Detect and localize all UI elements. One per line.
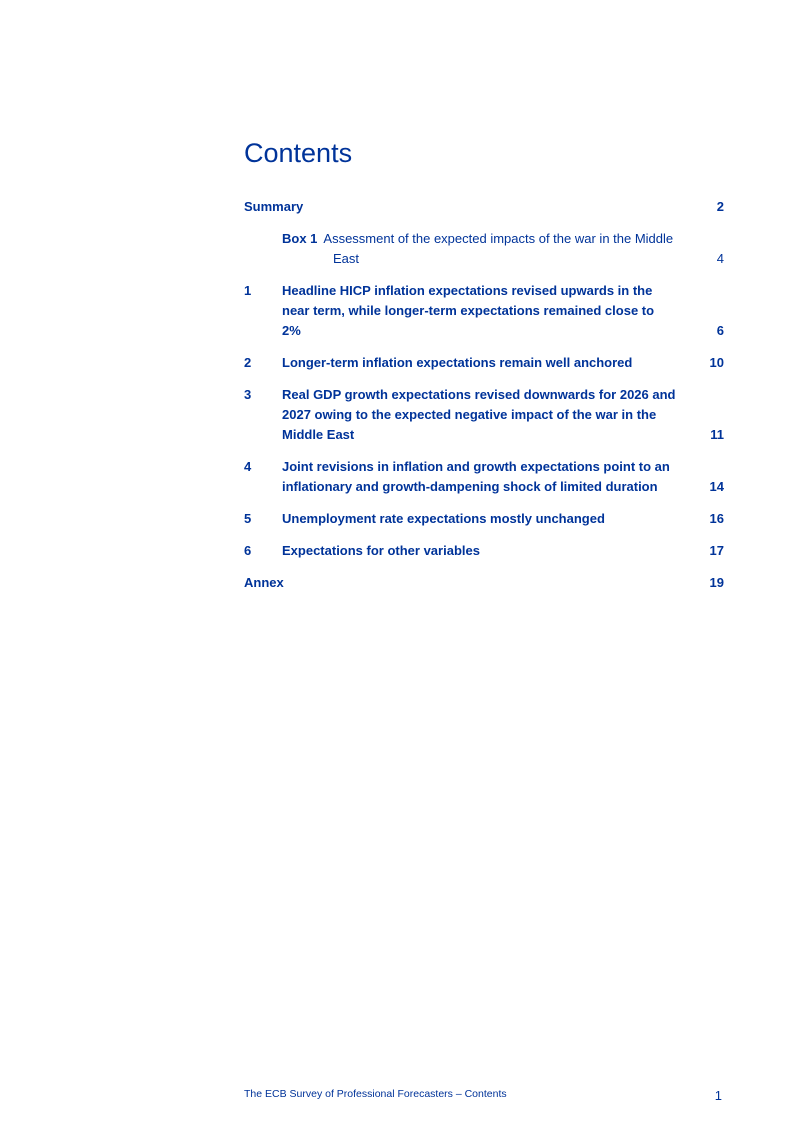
toc-entry-page: 2 (716, 199, 724, 214)
toc-entry-title: Unemployment rate expectations mostly unchanged (282, 511, 605, 526)
toc-entry-title: Longer-term inflation expectations remain well anchored (282, 355, 633, 370)
toc-entry-summary[interactable] (244, 197, 724, 217)
toc-entry-title (282, 229, 724, 269)
toc-entry-page: 6 (716, 323, 724, 338)
toc-entry-section-6[interactable] (244, 541, 724, 561)
toc-entry-page: 14 (709, 479, 724, 494)
toc-entry-annex[interactable] (244, 573, 724, 593)
toc-entry-title: Headline HICP inflation expectations revised upwards in the near term, while longer-term expectations remained close to 2% (282, 283, 655, 338)
toc-entry-page: 19 (709, 575, 724, 590)
toc-entry-title: Expectations for other variables (282, 543, 480, 558)
toc-entry-section-1[interactable] (244, 281, 724, 341)
toc-entry-number: 4 (244, 459, 252, 474)
box-label: Box 1 (282, 231, 318, 246)
toc-entry-page: 4 (716, 251, 724, 266)
toc-entry-title: Real GDP growth expectations revised downwards for 2026 and 2027 owing to the expected negative impact of the war in the Middle East (282, 387, 676, 442)
toc-entry-page: 17 (709, 543, 724, 558)
toc-entry-page: 11 (710, 427, 724, 442)
toc-entry-number: 6 (244, 543, 252, 558)
toc-entry-title: Annex (244, 575, 284, 590)
page-title: Contents (244, 138, 353, 168)
toc-entry-section-3[interactable] (244, 385, 724, 445)
toc-entry-page: 16 (709, 511, 724, 526)
box-title: Assessment of the expected impacts of the war in the Middle East (323, 231, 674, 266)
page-number: 1 (714, 1088, 722, 1103)
table-of-contents (244, 197, 724, 593)
toc-entry-number: 5 (244, 511, 252, 526)
toc-entry-number: 2 (244, 355, 252, 370)
toc-entry-number: 3 (244, 387, 252, 402)
toc-entry-section-4[interactable] (244, 457, 724, 497)
toc-entry-section-5[interactable] (244, 509, 724, 529)
footer-text: The ECB Survey of Professional Forecasters – Contents (244, 1088, 507, 1100)
toc-entry-page: 10 (709, 355, 724, 370)
toc-entry-title: Joint revisions in inflation and growth expectations point to an inflationary and growth-dampening shock of limited duration (282, 459, 670, 494)
toc-entry-section-2[interactable] (244, 353, 724, 373)
toc-entry-title: Summary (244, 199, 304, 214)
toc-entry-number: 1 (244, 283, 252, 298)
toc-entry-box-1[interactable] (244, 229, 724, 269)
